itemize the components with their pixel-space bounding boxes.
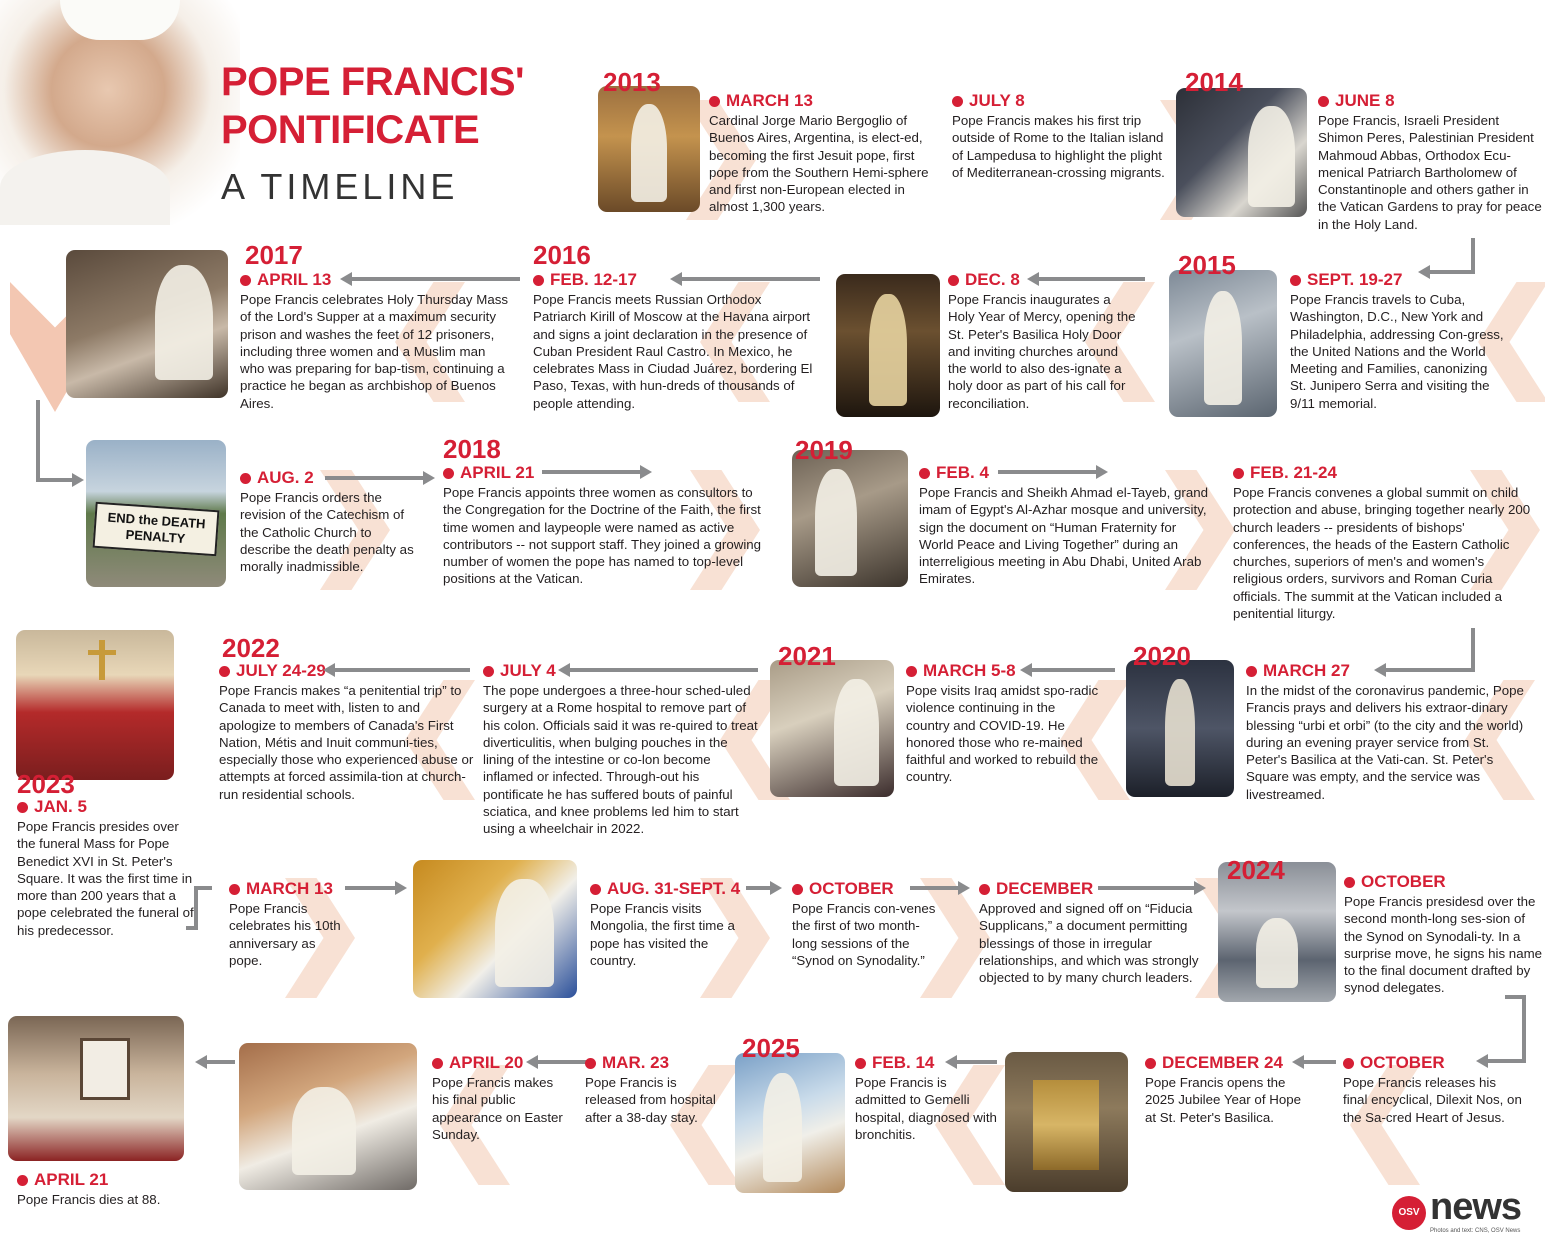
photo-2025-easter-wheelchair	[239, 1043, 417, 1190]
event-date: JAN. 5	[34, 797, 87, 816]
timeline-dot	[1343, 1058, 1354, 1069]
page-subtitle: A TIMELINE	[221, 166, 459, 207]
year-label-2025: 2025	[742, 1033, 800, 1063]
event-text: Pope Francis convenes a global summit on child protection and abuse, bringing together nearly 200 church leaders -- presidents of bishops' conferences, the heads of the Eastern Catholic churches, superiors of men's and women's religious orders, survivors and Roman Curia officials. The summit at the Vatican included a penitential liturgy.	[1233, 485, 1531, 622]
event-text: Pope Francis makes “a penitential trip” to Canada to meet with, listen to and apologize to members of Canada's First Nation, Métis and Inuit communi-ties, especially those who experienced abuse or attempts at forced assimila-tion at church-run residential schools.	[219, 683, 474, 802]
timeline-dot	[590, 884, 601, 895]
event-2025-feb-14	[855, 1053, 1000, 1143]
event-text: Pope Francis, Israeli President Shimon Peres, Palestinian President Mahmoud Abbas, Orthodox Ecu-menical Patriarch Bartholomew of Constantinople and others gather in the Vatican Gardens to pray for peace in the Holy Land.	[1318, 113, 1542, 232]
event-date: SEPT. 19-27	[1307, 270, 1403, 289]
year-label-2019: 2019	[795, 435, 853, 465]
event-2016-feb-12-17	[533, 270, 813, 412]
sign-text-line2: PENALTY	[125, 526, 186, 547]
page-title-line1: POPE FRANCIS'	[221, 60, 525, 104]
event-date: APRIL 13	[257, 270, 332, 289]
event-date: MAR. 23	[602, 1053, 670, 1072]
event-text: Pope Francis celebrates his 10th anniversary as pope.	[229, 901, 341, 968]
timeline-dot	[585, 1058, 596, 1069]
photo-2017-foot-washing	[66, 250, 228, 398]
timeline-dot	[1145, 1058, 1156, 1069]
event-text: Pope Francis inaugurates a Holy Year of Mercy, opening the St. Peter's Basilica Holy Door and inviting churches around the world to also des-ignate a holy door as part of his call for reconciliation.	[948, 292, 1136, 411]
event-date: FEB. 4	[936, 463, 989, 482]
event-date: FEB. 12-17	[550, 270, 637, 289]
timeline-dot	[240, 275, 251, 286]
event-text: Pope Francis makes his first trip outside of Rome to the Italian island of Lampedusa to highlight the plight of Mediterranean-crossing migrants.	[952, 113, 1165, 180]
pope-portrait-photo	[0, 0, 240, 225]
event-date: DEC. 8	[965, 270, 1020, 289]
event-date: OCTOBER	[1361, 872, 1446, 891]
event-text: The pope undergoes a three-hour sched-uled surgery at a Rome hospital to remove part of his colon. Officials said it was re-quired to treat diverticulitis, when bulging pouches in the lining of the intestine or co-lon become inflamed or infected. Through-out his pontificate he has suffered bouts of painful sciatica, and knee problems led him to start using a wheelchair in 2022.	[483, 683, 758, 837]
event-text: Pope Francis orders the revision of the Catechism of the Catholic Church to describe the death penalty as morally inadmissible.	[240, 490, 414, 575]
timeline-dot	[443, 468, 454, 479]
photo-2015-holy-door	[836, 274, 940, 417]
event-2022-july-24-29	[219, 661, 474, 803]
timeline-dot	[219, 666, 230, 677]
event-2019-feb-21-24	[1233, 463, 1533, 622]
event-date: APRIL 21	[34, 1170, 109, 1189]
event-date: JUNE 8	[1335, 91, 1395, 110]
event-text: Pope Francis opens the 2025 Jubilee Year of Hope at St. Peter's Basilica.	[1145, 1075, 1301, 1125]
event-text: Pope Francis dies at 88.	[17, 1192, 161, 1207]
event-2023-jan-5	[17, 797, 195, 939]
event-2020-march-27	[1246, 661, 1526, 803]
event-text: Pope Francis makes his final public appearance on Easter Sunday.	[432, 1075, 563, 1142]
event-date: APRIL 20	[449, 1053, 524, 1072]
event-date: MARCH 27	[1263, 661, 1350, 680]
event-date: MARCH 13	[246, 879, 333, 898]
event-date: AUG. 31-SEPT. 4	[607, 879, 741, 898]
timeline-dot	[17, 1175, 28, 1186]
event-date: APRIL 21	[460, 463, 535, 482]
event-text: Pope Francis visits Mongolia, the first time a pope has visited the country.	[590, 901, 735, 968]
timeline-dot	[17, 802, 28, 813]
event-date: FEB. 14	[872, 1053, 935, 1072]
timeline-dot	[240, 473, 251, 484]
event-date: FEB. 21-24	[1250, 463, 1337, 482]
event-date: OCTOBER	[809, 879, 894, 898]
event-text: Pope Francis appoints three women as consultors to the Congregation for the Doctrine of the Faith, the first time women and laypeople were named as active contributors -- not support staff. They joined a growing number of women the pope has named to top-level positions at the Vatican.	[443, 485, 762, 587]
event-2019-feb-4	[919, 463, 1209, 588]
event-date: JULY 24-29	[236, 661, 326, 680]
event-2021-march-5-8	[906, 661, 1101, 786]
photo-2020-urbi-et-orbi	[1126, 660, 1234, 797]
photo-2025-gemelli-hospital	[735, 1053, 845, 1193]
event-text: Pope Francis is released from hospital after a 38-day stay.	[585, 1075, 716, 1125]
photo-2025-memorial-candles	[8, 1016, 184, 1161]
osv-news-logo	[1392, 1186, 1532, 1239]
photo-2015-us-visit	[1169, 270, 1277, 417]
photo-2018-death-penalty-protest	[86, 440, 226, 587]
event-2025-april-20	[432, 1053, 572, 1143]
logo-text: news	[1430, 1186, 1522, 1228]
event-2018-april-21	[443, 463, 768, 588]
photo-2023-mongolia	[413, 860, 577, 998]
timeline-dot	[432, 1058, 443, 1069]
event-text: Pope Francis and Sheikh Ahmad el-Tayeb, grand imam of Egypt's Al-Azhar mosque and university, sign the document on “Human Fraternity for World Peace and Living Together” during an interreligious meeting in Abu Dhabi, United Arab Emirates.	[919, 485, 1209, 587]
page-title-line2: PONTIFICATE	[221, 108, 480, 152]
event-date: JULY 4	[500, 661, 556, 680]
timeline-dot	[855, 1058, 866, 1069]
year-label-2017: 2017	[245, 240, 303, 270]
event-date: MARCH 13	[726, 91, 813, 110]
photo-2022-canada-visit	[16, 630, 174, 780]
event-2013-july-8	[952, 91, 1167, 181]
event-text: Pope Francis presides over the funeral Mass for Pope Benedict XVI in St. Peter's Square. It was the first time in more than 200 years that a pope celebrated the funeral of his predecessor.	[17, 819, 194, 938]
event-2021-july-4	[483, 661, 758, 838]
event-date: JULY 8	[969, 91, 1025, 110]
event-2023-december	[979, 879, 1204, 986]
event-2025-april-21	[17, 1170, 217, 1208]
timeline-dot	[979, 884, 990, 895]
sign-text-line1: END the DEATH	[107, 509, 206, 532]
event-2025-mar-23	[585, 1053, 725, 1126]
timeline-dot	[1290, 275, 1301, 286]
event-2017-april-13	[240, 270, 510, 412]
year-label-2020: 2020	[1133, 641, 1191, 671]
event-text: Approved and signed off on “Fiducia Supplicans,” a document permitting blessings of those in irregular relationships, and which was strongly objected to by many church leaders.	[979, 901, 1199, 986]
timeline-dot	[952, 96, 963, 107]
timeline-dot	[709, 96, 720, 107]
year-label-2018: 2018	[443, 434, 501, 464]
timeline-dot	[792, 884, 803, 895]
timeline-dot	[1344, 877, 1355, 888]
photo-2019-abu-dhabi	[792, 450, 908, 587]
event-date: MARCH 5-8	[923, 661, 1016, 680]
event-text: In the midst of the coronavirus pandemic, Pope Francis prays and delivers his extraor-dinary blessing “urbi et orbi” (to the city and the world) during an evening prayer service from St. Peter's Basilica at the Vati-can. St. Peter's Square was empty, and the service was livestreamed.	[1246, 683, 1524, 802]
event-date: AUG. 2	[257, 468, 314, 487]
event-text: Pope Francis is admitted to Gemelli hospital, diagnosed with bronchitis.	[855, 1075, 997, 1142]
osv-badge-text: OSV	[1398, 1207, 1420, 1218]
event-2024-december-24	[1145, 1053, 1305, 1126]
event-2015-sept-19-27	[1290, 270, 1505, 412]
timeline-dot	[919, 468, 930, 479]
timeline-dot	[1246, 666, 1257, 677]
event-text: Pope Francis con-venes the first of two month-long sessions of the “Synod on Synodality.”	[792, 901, 936, 968]
photo-credit: Photos and text: CNS, OSV News	[1430, 1228, 1521, 1234]
year-label-2013: 2013	[603, 67, 661, 97]
event-date: DECEMBER 24	[1162, 1053, 1283, 1072]
osv-badge-icon	[1392, 1196, 1426, 1230]
event-2013-march-13	[709, 91, 939, 216]
event-2023-aug-31-sept-4	[590, 879, 750, 969]
event-2015-dec-8	[948, 270, 1138, 412]
event-2023-march-13	[229, 879, 349, 969]
timeline-dot	[533, 275, 544, 286]
event-text: Pope visits Iraq amidst spo-radic violence continuing in the country and COVID-19. He honored those who re-mained faithful and worked to rebuild the country.	[906, 683, 1099, 785]
year-label-2015: 2015	[1178, 250, 1236, 280]
photo-2014-peace-prayer	[1176, 88, 1307, 217]
event-2018-aug-2	[240, 468, 415, 575]
timeline-dot	[483, 666, 494, 677]
timeline-dot	[948, 275, 959, 286]
event-text: Pope Francis travels to Cuba, Washington, D.C., New York and Philadelphia, addressing Con-gress, the United Nations and the World Meeting and Families, canonizing St. Junipero Serra and visiting the 9/11 memorial.	[1290, 292, 1504, 411]
year-label-2021: 2021	[778, 641, 836, 671]
event-date: DECEMBER	[996, 879, 1094, 898]
timeline-dot	[906, 666, 917, 677]
event-2014-june-8	[1318, 91, 1544, 233]
timeline-dot	[1233, 468, 1244, 479]
photo-2024-holy-door-bronze	[1005, 1052, 1128, 1192]
event-2023-october	[792, 879, 937, 969]
event-text: Pope Francis releases his final encyclical, Dilexit Nos, on the Sa-cred Heart of Jesus.	[1343, 1075, 1522, 1125]
year-label-2023: 2023	[17, 769, 75, 799]
photo-2013-election	[598, 86, 700, 212]
event-text: Cardinal Jorge Mario Bergoglio of Buenos Aires, Argentina, is elect-ed, becoming the first Jesuit pope, first pope from the Southern Hemi-sphere and first non-European elected in almost 1,300 years.	[709, 113, 929, 215]
year-label-2016: 2016	[533, 240, 591, 270]
year-label-2014: 2014	[1185, 67, 1243, 97]
event-2024-october-encyclical	[1343, 1053, 1523, 1126]
event-date: OCTOBER	[1360, 1053, 1445, 1072]
event-2024-october	[1344, 872, 1544, 997]
timeline-dot	[229, 884, 240, 895]
timeline-dot	[1318, 96, 1329, 107]
year-label-2024: 2024	[1227, 855, 1285, 885]
photo-2021-iraq-visit	[770, 660, 894, 797]
event-text: Pope Francis presidesd over the second month-long ses-sion of the Synod on Synodali-ty. In a surprise move, he signs his name to the final document drafted by synod delegates.	[1344, 894, 1543, 996]
event-text: Pope Francis meets Russian Orthodox Patriarch Kirill of Moscow at the Havana airport and signs a joint declaration in the presence of Cuban President Raul Castro. In Mexico, he celebrates Mass in Ciudad Juárez, bordering El Paso, Texas, with hun-dreds of thousands of people attending.	[533, 292, 813, 411]
event-text: Pope Francis celebrates Holy Thursday Mass of the Lord's Supper at a maximum security prison and washes the feet of 12 prisoners, including three women and a Muslim man who was preparing for bap-tism, continuing a practice he began as archbishop of Buenos Aires.	[240, 292, 509, 411]
year-label-2022: 2022	[222, 633, 280, 663]
